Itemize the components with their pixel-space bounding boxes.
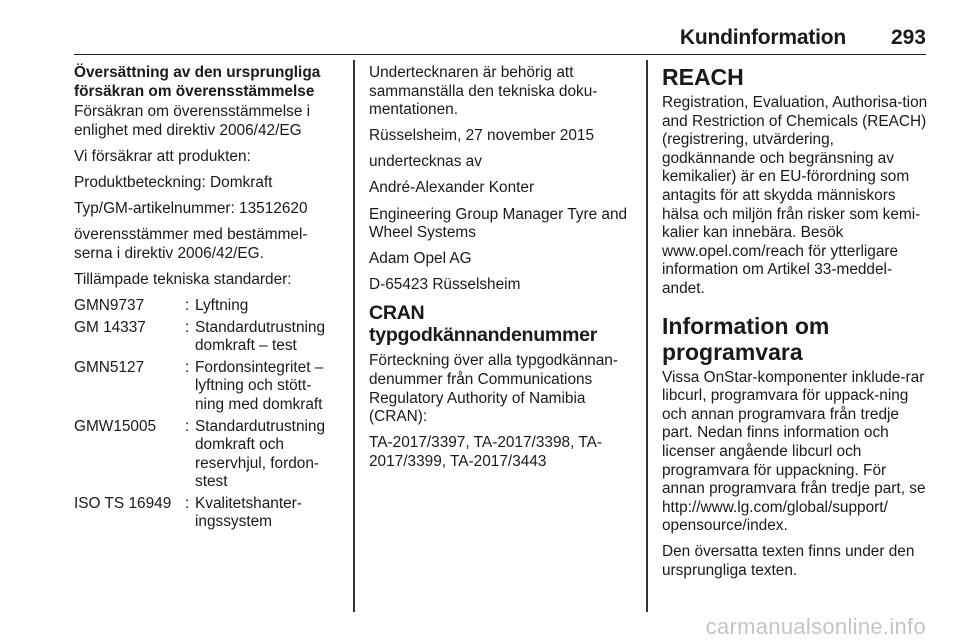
paragraph: D-65423 Rüsselsheim	[369, 276, 521, 294]
paragraph: André-Alexander Konter	[369, 179, 535, 197]
standard-description: Standardutrustning domkraft och reservhjul, fordon-stest	[195, 417, 326, 491]
column-2	[369, 64, 631, 479]
separator: :	[185, 358, 190, 376]
paragraph: TA-2017/3397, TA-2017/3398, TA-2017/3399, TA-2017/3443	[369, 434, 602, 470]
declaration-heading: Översättning av den ursprungliga försäkran om överensstämmelse	[74, 64, 321, 100]
table-row	[74, 359, 338, 418]
reach-paragraph: Registration, Evaluation, Authorisa-tion and Restriction of Chemicals (REACH) (registrering, utvärdering, godkännande och begränsning av kemikalier) är en EU-förordning som antagits för att skydda människors hälsa och miljön från risker som kemi-kalier kan innebära. Besök www.opel.com/reach för ytterligare information om Artikel 33-meddel-andet.	[662, 94, 928, 297]
table-row	[74, 495, 338, 535]
standard-description: Standardutrustning domkraft – test	[195, 318, 326, 355]
standard-code: GM 14337	[74, 318, 146, 336]
watermark: carmanualsonline.info	[705, 614, 926, 639]
table-row	[74, 418, 338, 495]
separator: :	[185, 318, 190, 336]
page-header	[74, 26, 926, 55]
software-heading	[662, 313, 930, 365]
standard-description: Fordonsintegritet – lyftning och stött-ning med domkraft	[195, 358, 324, 413]
column-divider	[646, 60, 648, 612]
paragraph: Rüsselsheim, 27 november 2015	[369, 127, 594, 145]
column-3	[662, 64, 930, 588]
separator: :	[185, 417, 190, 435]
table-row	[74, 297, 338, 319]
reach-heading: REACH	[662, 64, 744, 90]
paragraph: Undertecknaren är behörig att sammanställa den tekniska doku-mentationen.	[369, 64, 598, 119]
separator: :	[185, 494, 190, 512]
paragraph: överensstämmer med bestämmel-serna i direktiv 2006/42/EG.	[74, 226, 308, 262]
table-row	[74, 319, 338, 359]
paragraph: undertecknas av	[369, 153, 482, 171]
paragraph: Typ/GM-artikelnummer: 13512620	[74, 200, 308, 218]
cran-heading: CRAN typgodkännandenummer	[369, 302, 598, 347]
software-heading-line: programvara	[662, 338, 803, 365]
standard-code: GMW15005	[74, 417, 157, 435]
paragraph: Den översatta texten finns under den ursprungliga texten.	[662, 543, 915, 579]
separator: :	[185, 296, 190, 314]
paragraph: Försäkran om överensstämmelse i enlighet med direktiv 2006/42/EG	[74, 103, 311, 139]
paragraph: Adam Opel AG	[369, 250, 472, 268]
standards-table	[74, 297, 338, 535]
page-title: Kundinformation	[679, 26, 846, 49]
column-1	[74, 64, 338, 535]
standard-code: GMN5127	[74, 358, 145, 376]
standard-code: GMN9737	[74, 296, 145, 314]
standard-description: Kvalitetshanter-ingssystem	[195, 494, 302, 531]
paragraph: Produktbeteckning: Domkraft	[74, 173, 273, 191]
software-heading-line: Information om	[662, 312, 830, 339]
paragraph: Vi försäkrar att produkten:	[74, 147, 251, 165]
paragraph: Engineering Group Manager Tyre and Wheel Systems	[369, 205, 628, 242]
standard-description: Lyftning	[195, 296, 249, 314]
page-number: 293	[890, 26, 926, 49]
standard-code: ISO TS 16949	[74, 494, 172, 512]
paragraph: Förteckning över alla typgodkännan-denummer från Communications Regulatory Authority of Namibia (CRAN):	[369, 352, 618, 426]
paragraph: Vissa OnStar-komponenter inklude-rar libcurl, programvara för uppack-ning och annan programvara från tredje part. Nedan finns information och licenser angående libcurl och programvara för uppackning. För annan programvara från tredje part, se http://www.lg.com/global/support/ opensource/index.	[662, 368, 926, 535]
column-divider	[353, 60, 355, 612]
paragraph: Tillämpade tekniska standarder:	[74, 270, 292, 288]
